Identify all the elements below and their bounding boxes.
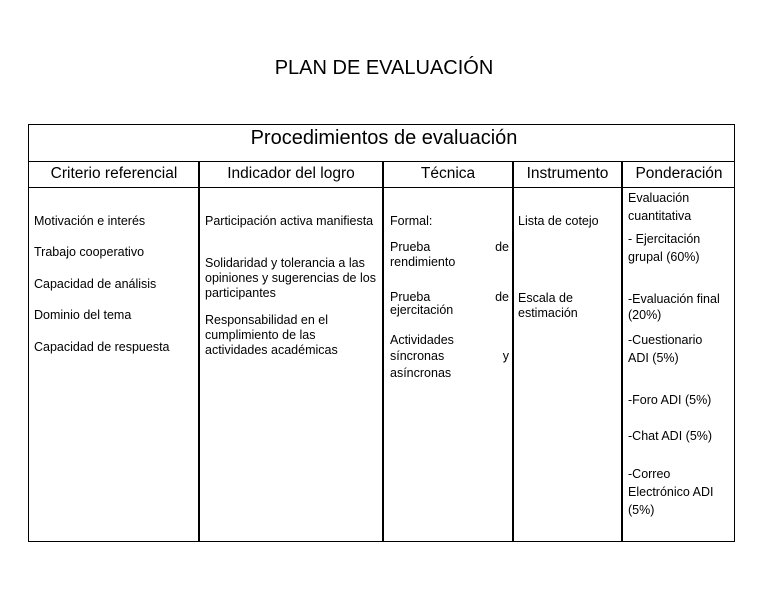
- indicador-item: Solidaridad y tolerancia a las opiniones y sugerencias de los participantes: [205, 256, 376, 300]
- tecnica-word: Prueba: [390, 240, 431, 254]
- instrumento-item: Escala de estimación: [518, 291, 578, 320]
- tecnica-actividades: [390, 349, 509, 364]
- column-divider: [621, 161, 623, 542]
- indicador-item: Responsabilidad en el cumplimiento de las actividades académicas: [205, 313, 338, 357]
- tecnica-word: asíncronas: [390, 366, 452, 380]
- ponderacion-item: - Ejercitación grupal (60%): [628, 232, 701, 264]
- column-divider: [512, 161, 514, 542]
- ponderacion-item: -Foro ADI (5%): [628, 393, 712, 407]
- column-divider: [382, 161, 384, 542]
- tecnica-word: de: [495, 290, 509, 304]
- ponderacion-item: -Chat ADI (5%): [628, 429, 713, 443]
- tecnica-word: Prueba: [390, 290, 431, 304]
- tecnica-formal: Formal:: [390, 214, 433, 228]
- ponderacion-item: -Cuestionario ADI (5%): [628, 333, 703, 365]
- procedures-title: Procedimientos de evaluación: [250, 127, 518, 149]
- column-header: Instrumento: [526, 165, 609, 182]
- criterio-item: Trabajo cooperativo: [34, 245, 145, 259]
- ponderacion-item: -Correo Electrónico ADI (5%): [628, 467, 714, 517]
- ponderacion-item: Evaluación cuantitativa: [628, 191, 692, 223]
- tecnica-word: rendimiento: [390, 255, 456, 269]
- tecnica-word: síncronas: [390, 349, 445, 363]
- instrumento-item: Lista de cotejo: [518, 214, 599, 228]
- tecnica-prueba-rendimiento: [390, 240, 509, 255]
- criterio-item: Capacidad de respuesta: [34, 340, 170, 354]
- column-header: Técnica: [420, 165, 476, 182]
- criterio-item: Motivación e interés: [34, 214, 146, 228]
- tecnica-word: ejercitación: [390, 303, 454, 317]
- column-header: Indicador del logro: [227, 165, 355, 182]
- criterio-item: Dominio del tema: [34, 308, 132, 322]
- page-title: PLAN DE EVALUACIÓN: [274, 57, 494, 79]
- ponderacion-item: -Evaluación final (20%): [628, 292, 720, 322]
- indicador-item: Participación activa manifiesta: [205, 214, 374, 228]
- tecnica-word: y: [502, 349, 509, 363]
- criterio-item: Capacidad de análisis: [34, 277, 157, 291]
- tecnica-word: Actividades: [390, 333, 454, 347]
- column-divider: [198, 161, 200, 542]
- column-header: Ponderación: [635, 165, 723, 182]
- column-header: Criterio referencial: [50, 165, 178, 182]
- tecnica-word: de: [495, 240, 509, 254]
